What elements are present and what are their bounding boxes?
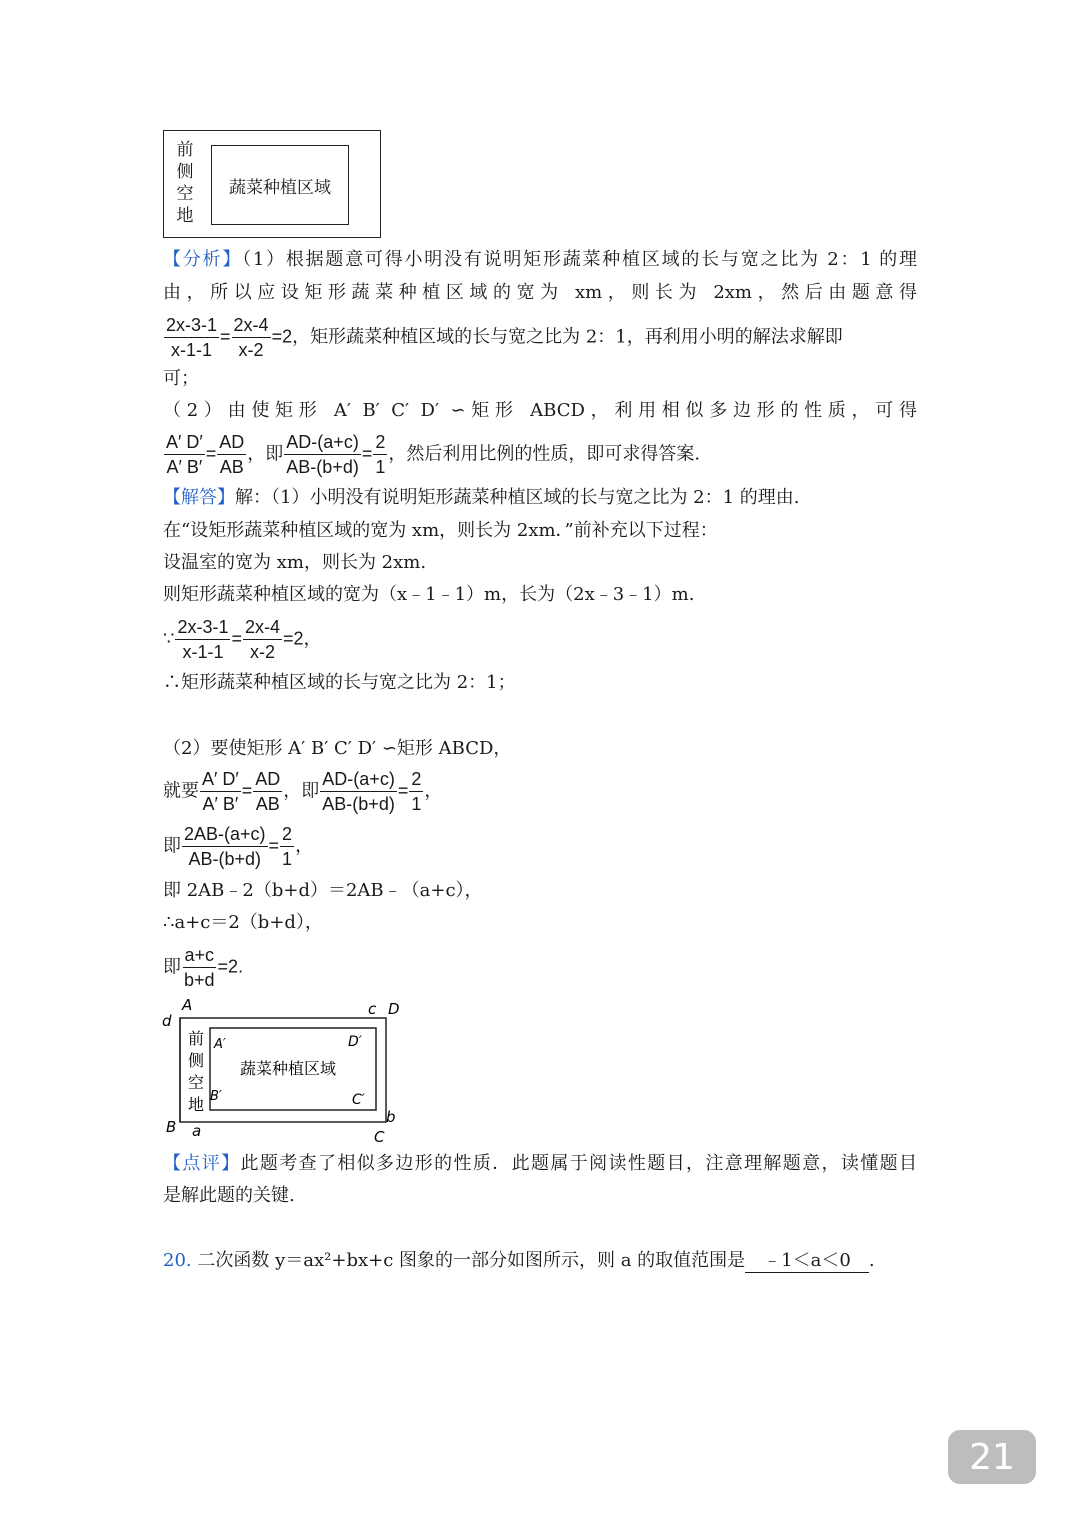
fraction: $\frac{2x-3-1}{x-1-1}$ [166, 315, 218, 360]
fraction: $\frac{2AB-(a+c)}{AB-(b+d)}$ [184, 824, 266, 869]
fraction: $\frac{2}{1}$ [282, 824, 293, 869]
solution-line-1: 【解答】解：（1）小明没有说明矩形蔬菜种植区域的长与宽之比为 2：1 的理由. [163, 487, 800, 508]
margin-label-b: b [386, 1108, 396, 1126]
analysis-line-2: 由，所以应设矩形蔬菜种植区域的宽为 xm，则长为 2xm，然后由题意得 [163, 282, 917, 303]
margin-label-d: d [162, 1012, 172, 1030]
vertex-label-c1: C′ [352, 1092, 365, 1108]
page-number-badge: 21 [948, 1430, 1036, 1484]
fraction: $\frac{AD}{AB}$ [219, 432, 245, 477]
side-label-char: 空 [188, 1073, 205, 1092]
vertex-label-d1: D′ [348, 1034, 362, 1050]
question-20: 20. 二次函数 y＝ax²+bx+c 图象的一部分如图所示，则 a 的取值范围是 ﹣1＜a＜0 . [163, 1250, 875, 1271]
fraction: $\frac{2x-3-1}{x-1-1}$ [177, 617, 229, 662]
fraction: $\frac{AD-(a+c)}{AB-(b+d)}$ [322, 769, 395, 814]
solution-line-12: 即 $\frac{a+c}{b+d}$ =2. [163, 945, 244, 990]
fraction: $\frac{A' D'}{A' B'}$ [166, 432, 203, 477]
side-empty-land-label: 前 侧 空 地 [176, 140, 194, 226]
figure-similar-rectangles [158, 992, 418, 1148]
margin-label-a: a [192, 1122, 202, 1140]
analysis-line-5: （2）由使矩形 A′ B′ C′ D′ ∽矩形 ABCD，利用相似多边形的性质，可得 [163, 400, 917, 421]
vegetable-region-box: 蔬菜种植区域 [211, 145, 349, 225]
side-label-char: 前 [188, 1029, 205, 1048]
vertex-label-b1: B′ [210, 1089, 222, 1104]
analysis-line-3: $\frac{2x-3-1}{x-1-1}$ = $\frac{2x-4}{x-2}$ =2，矩形蔬菜种植区域的长与宽之比为 2：1，再利用小明的解法求解即 [166, 315, 843, 360]
margin-label-c: c [368, 1000, 377, 1018]
solution-line-3: 设温室的宽为 xm，则长为 2xm. [163, 552, 427, 573]
vertex-label-d: D [388, 1000, 400, 1018]
solution-line-8: 就要 $\frac{A' D'}{A' B'}$ = $\frac{AD}{AB}$ ，即 $\frac{AD-(a+c)}{AB-(b+d)}$ = $\frac{2}{1}$ ， [163, 769, 443, 814]
solution-line-6: ∴矩形蔬菜种植区域的长与宽之比为 2：1； [163, 672, 516, 693]
solution-line-7: （2）要使矩形 A′ B′ C′ D′ ∽矩形 ABCD， [163, 738, 512, 759]
answer-blank: ﹣1＜a＜0 [745, 1250, 869, 1273]
analysis-line-1: 【分析】（1）根据题意可得小明没有说明矩形蔬菜种植区域的长与宽之比为 2：1 的理 [163, 249, 918, 270]
question-number: 20. [163, 1250, 192, 1271]
fraction: $\frac{AD}{AB}$ [255, 769, 281, 814]
vertex-label-a1: A′ [214, 1037, 226, 1052]
solution-line-11: ∴a+c＝2（b+d）， [163, 912, 323, 933]
fraction: $\frac{2x-4}{x-2}$ [245, 617, 281, 662]
solution-line-10: 即 2AB﹣2（b+d）＝2AB﹣（a+c）， [163, 880, 483, 901]
solution-line-4: 则矩形蔬菜种植区域的宽为（x﹣1﹣1）m，长为（2x﹣3﹣1）m. [163, 584, 695, 605]
comment-line-1: 【点评】此题考查了相似多边形的性质．此题属于阅读性题目，注意理解题意，读懂题目 [163, 1153, 918, 1174]
analysis-line-6: $\frac{A' D'}{A' B'}$ = $\frac{AD}{AB}$ ，即 $\frac{AD-(a+c)}{AB-(b+d)}$ = $\frac{2}{1}$ ，然后利用比例的性质，即可求得答案. [166, 432, 701, 477]
fraction: $\frac{AD-(a+c)}{AB-(b+d)}$ [286, 432, 359, 477]
analysis-line-4: 可； [163, 368, 199, 389]
fraction: $\frac{2}{1}$ [375, 432, 386, 477]
comment-line-2: 是解此题的关键. [163, 1185, 295, 1206]
solution-line-9: 即 $\frac{2AB-(a+c)}{AB-(b+d)}$ = $\frac{2}{1}$ ， [163, 824, 314, 869]
fraction: $\frac{2x-4}{x-2}$ [233, 315, 269, 360]
fraction: $\frac{a+c}{b+d}$ [184, 945, 215, 990]
figure-planting-area [163, 130, 381, 238]
fraction: $\frac{A' D'}{A' B'}$ [202, 769, 239, 814]
vertex-label-c: C [374, 1128, 385, 1146]
side-label-char: 地 [188, 1095, 205, 1114]
side-label-char: 侧 [188, 1051, 205, 1070]
solution-line-5: ∵ $\frac{2x-3-1}{x-1-1}$ = $\frac{2x-4}{x-2}$ =2， [163, 617, 322, 662]
solution-line-2: 在“设矩形蔬菜种植区域的宽为 xm，则长为 2xm．”前补充以下过程： [163, 520, 718, 541]
region-label: 蔬菜种植区域 [240, 1059, 337, 1078]
fraction: $\frac{2}{1}$ [411, 769, 422, 814]
vertex-label-b: B [166, 1118, 177, 1136]
vertex-label-a: A [182, 996, 193, 1014]
